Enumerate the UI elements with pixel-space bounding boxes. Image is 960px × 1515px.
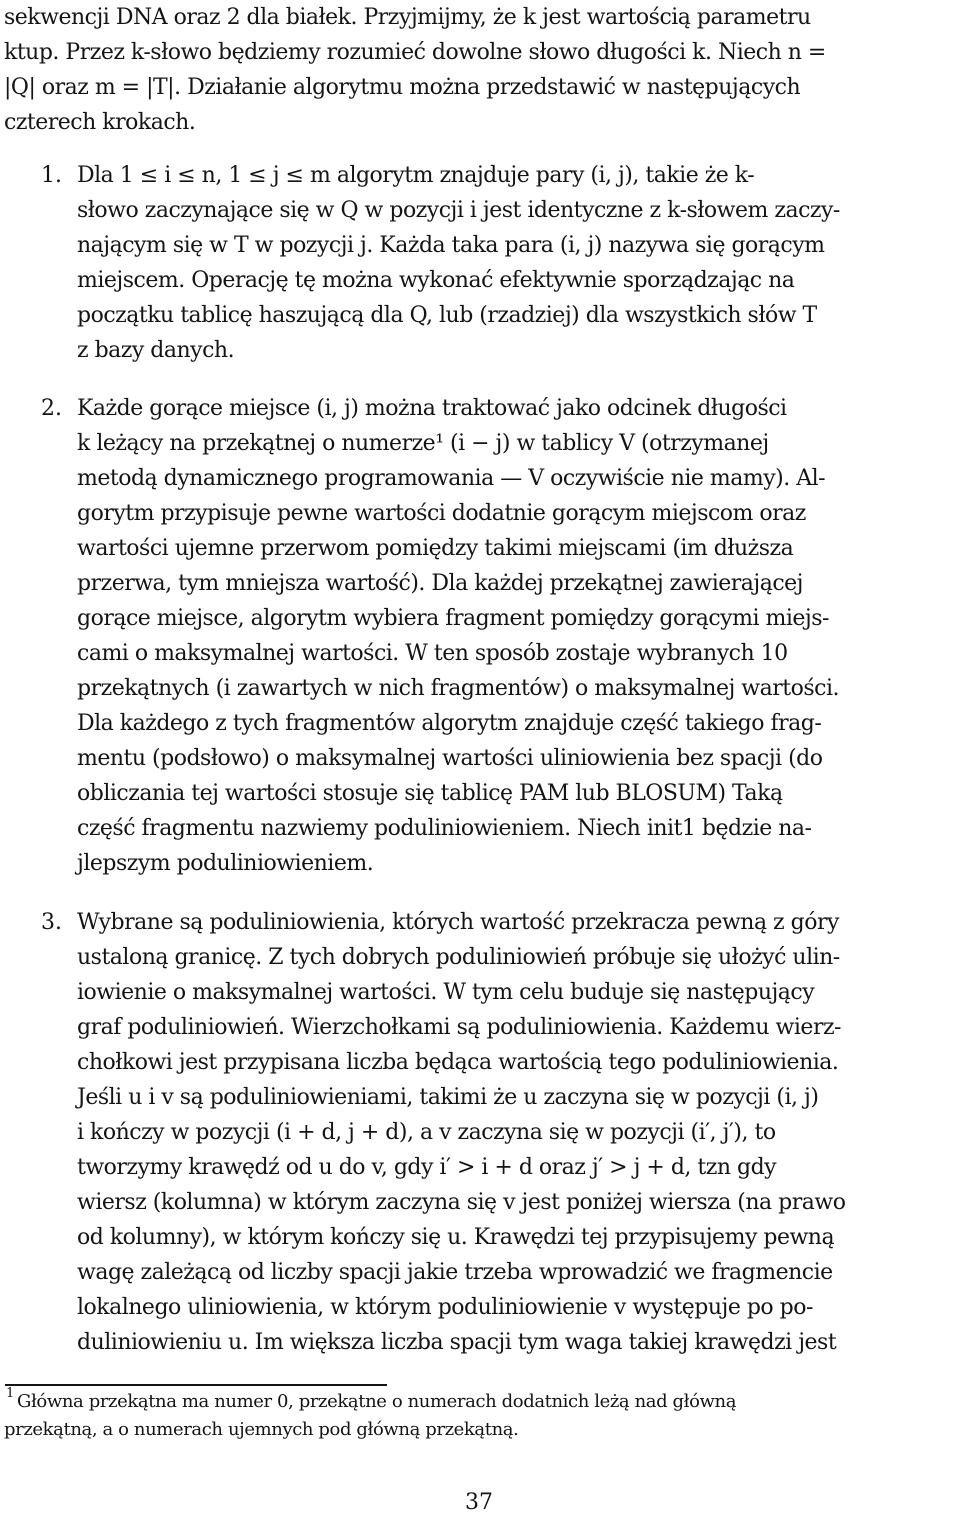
item-2-line: przekątnych (i zawartych w nich fragmentów) o maksymalnej wartości.	[77, 676, 840, 701]
item-1-line: słowo zaczynające się w Q w pozycji i jest identyczne z k-słowem zaczy-	[77, 198, 840, 223]
item-3-line: lokalnego uliniowienia, w którym poduliniowienie v występuje po po-	[77, 1295, 813, 1320]
intro-line: sekwencji DNA oraz 2 dla białek. Przyjmijmy, że k jest wartością parametru	[4, 5, 811, 30]
item-1-line: nającym się w T w pozycji j. Każda taka para (i, j) nazywa się gorącym	[77, 233, 825, 258]
item-2-line: mentu (podsłowo) o maksymalnej wartości uliniowienia bez spacji (do	[77, 746, 823, 771]
footnote-line: Główna przekątna ma numer 0, przekątne o numerach dodatnich leżą nad główną	[17, 1391, 737, 1412]
item-3-line: tworzymy krawędź od u do v, gdy i′ > i + d oraz j′ > j + d, tzn gdy	[77, 1155, 777, 1180]
item-2-line: obliczania tej wartości stosuje się tablicę PAM lub BLOSUM) Taką	[77, 781, 783, 806]
intro-line: ktup. Przez k-słowo będziemy rozumieć dowolne słowo długości k. Niech n =	[4, 40, 826, 65]
item-1-line: początku tablicę haszującą dla Q, lub (rzadziej) dla wszystkich słów T	[77, 303, 817, 328]
item-1-line: miejscem. Operację tę można wykonać efektywnie sporządzając na	[77, 268, 795, 293]
item-3-line: Jeśli u i v są poduliniowieniami, takimi że u zaczyna się w pozycji (i, j)	[77, 1085, 819, 1110]
item-1-number: 1.	[41, 163, 62, 188]
item-1-line: Dla 1 ≤ i ≤ n, 1 ≤ j ≤ m algorytm znajduje pary (i, j), takie że k-	[77, 163, 755, 188]
item-2-line: Każde gorące miejsce (i, j) można traktować jako odcinek długości	[77, 396, 787, 421]
item-3-line: chołkowi jest przypisana liczba będąca wartością tego poduliniowienia.	[77, 1050, 839, 1075]
item-3-line: i kończy w pozycji (i + d, j + d), a v zaczyna się w pozycji (i′, j′), to	[77, 1120, 776, 1145]
item-2-line: wartości ujemne przerwom pomiędzy takimi miejscami (im dłuższa	[77, 536, 794, 561]
item-2-line: Dla każdego z tych fragmentów algorytm znajduje część takiego frag-	[77, 711, 822, 736]
item-3-line: Wybrane są poduliniowienia, których wartość przekracza pewną z góry	[77, 910, 839, 935]
item-3-line: od kolumny), w którym kończy się u. Krawędzi tej przypisujemy pewną	[77, 1225, 835, 1250]
footnote-line: przekątną, a o numerach ujemnych pod główną przekątną.	[4, 1419, 519, 1440]
item-2-number: 2.	[41, 396, 62, 421]
item-3-line: duliniowieniu u. Im większa liczba spacji tym waga takiej krawędzi jest	[77, 1330, 837, 1355]
item-2-line: część fragmentu nazwiemy poduliniowieniem. Niech init1 będzie na-	[77, 816, 812, 841]
item-2-line: jlepszym poduliniowieniem.	[77, 851, 374, 876]
item-3-line: ustaloną granicę. Z tych dobrych poduliniowień próbuje się ułożyć ulin-	[77, 945, 840, 970]
item-2-line: cami o maksymalnej wartości. W ten sposób zostaje wybranych 10	[77, 641, 788, 666]
item-3-line: wagę zależącą od liczby spacji jakie trzeba wprowadzić we fragmencie	[77, 1260, 833, 1285]
item-2-line: gorytm przypisuje pewne wartości dodatnie gorącym miejscom oraz	[77, 501, 806, 526]
footnote-marker: 1	[6, 1386, 15, 1401]
item-3-number: 3.	[41, 910, 62, 935]
intro-line: czterech krokach.	[4, 110, 196, 135]
item-3-line: iowienie o maksymalnej wartości. W tym celu buduje się następujący	[77, 980, 815, 1005]
item-2-line: metodą dynamicznego programowania — V oczywiście nie mamy). Al-	[77, 466, 826, 491]
footnote-rule	[5, 1384, 387, 1386]
item-3-line: graf poduliniowień. Wierzchołkami są poduliniowienia. Każdemu wierz-	[77, 1015, 841, 1040]
item-2-line: gorące miejsce, algorytm wybiera fragment pomiędzy gorącymi miejs-	[77, 606, 829, 631]
intro-line: |Q| oraz m = |T|. Działanie algorytmu można przedstawić w następujących	[4, 75, 801, 100]
item-2-line: k leżący na przekątnej o numerze¹ (i − j) w tablicy V (otrzymanej	[77, 431, 769, 456]
page-number: 37	[465, 1490, 493, 1515]
item-1-line: z bazy danych.	[77, 338, 235, 363]
item-2-line: przerwa, tym mniejsza wartość). Dla każdej przekątnej zawierającej	[77, 571, 803, 596]
item-3-line: wiersz (kolumna) w którym zaczyna się v jest poniżej wiersza (na prawo	[77, 1190, 846, 1215]
